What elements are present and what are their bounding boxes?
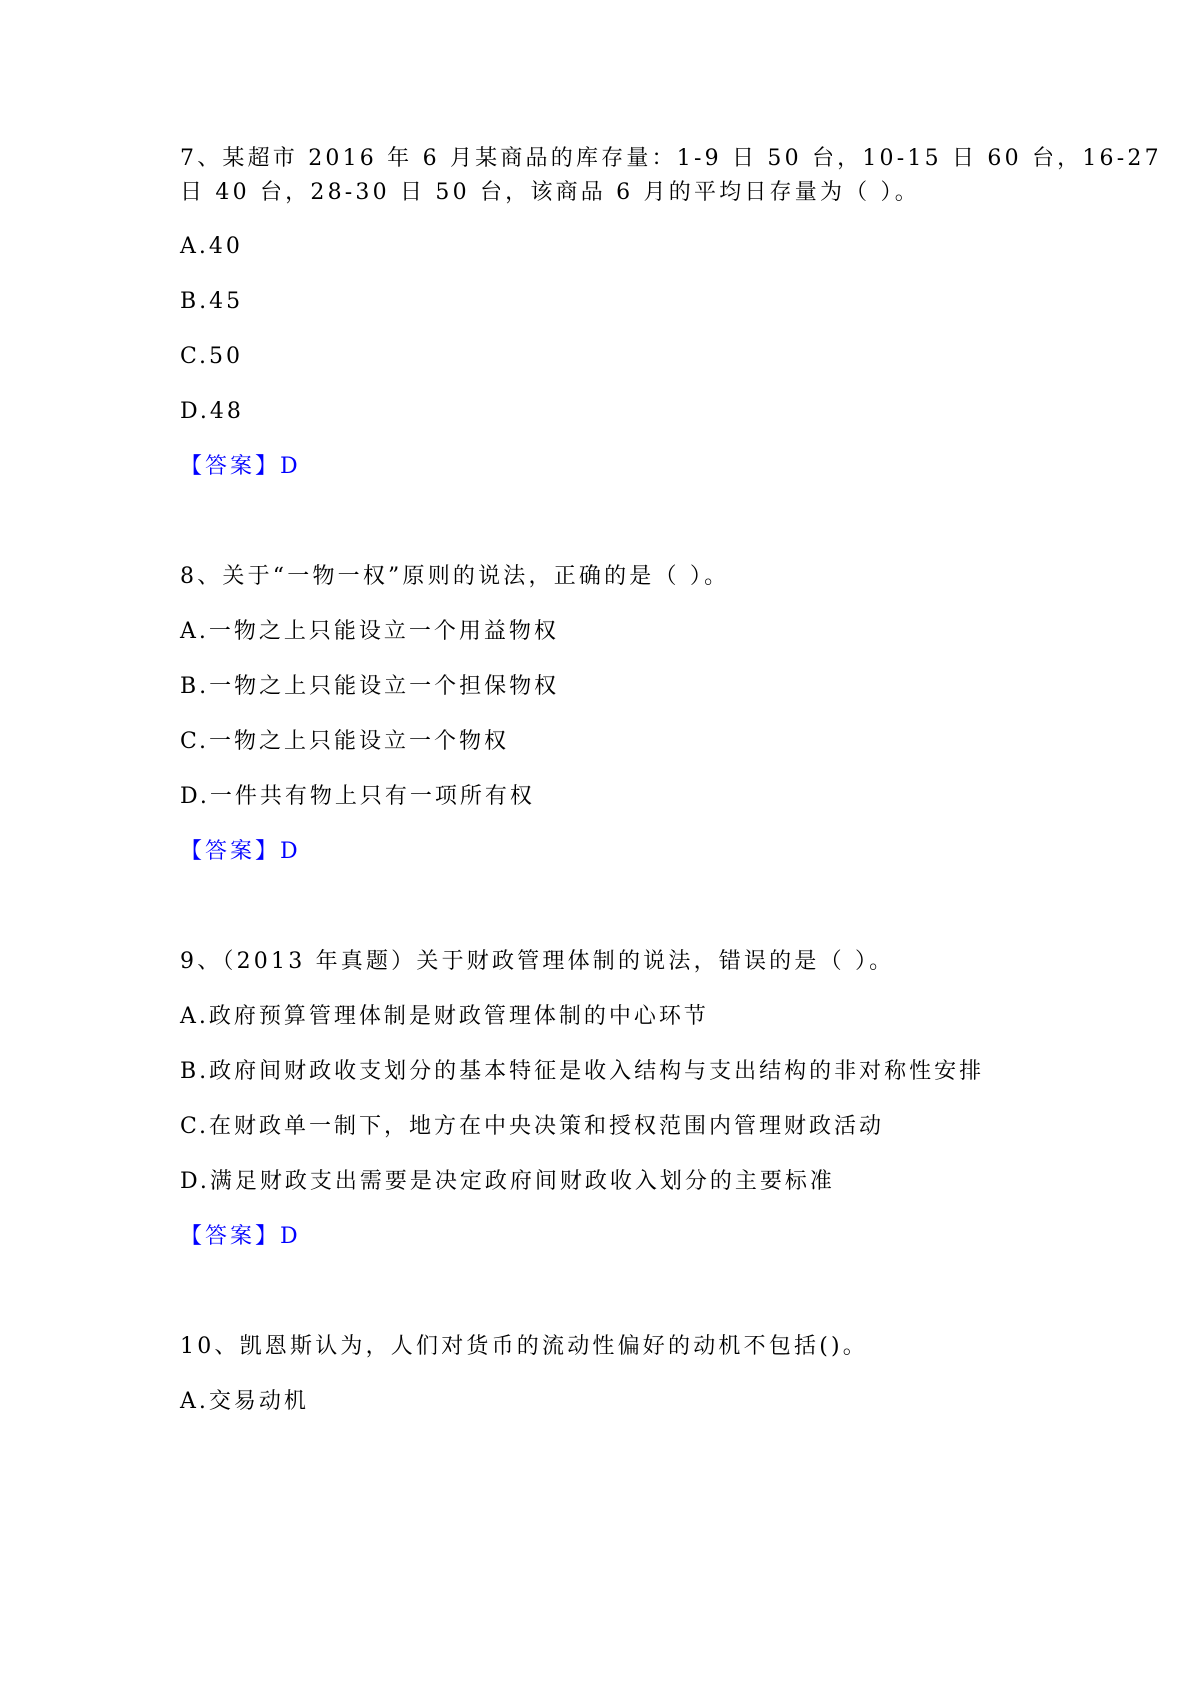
question-7-stem-line-2: 日 40 台，28-30 日 50 台，该商品 6 月的平均日存量为（ ）。 [180,180,920,205]
question-8-option-a: A.一物之上只能设立一个用益物权 [180,619,559,644]
question-7-option-b: B.45 [180,289,244,314]
question-7-stem-line-1: 7、某超市 2016 年 6 月某商品的库存量：1-9 日 50 台，10-15 日 60 台，16-27 [180,146,1162,171]
question-8-option-b: B.一物之上只能设立一个担保物权 [180,674,560,699]
question-7-option-d: D.48 [180,399,244,424]
question-8-stem: 8、关于“一物一权”原则的说法，正确的是（ ）。 [180,564,730,589]
question-7-answer: 【答案】D [180,454,301,479]
question-9-option-c: C.在财政单一制下，地方在中央决策和授权范围内管理财政活动 [180,1114,885,1139]
question-9-option-d: D.满足财政支出需要是决定政府间财政收入划分的主要标准 [180,1169,835,1194]
question-9-stem: 9、（2013 年真题）关于财政管理体制的说法，错误的是（ ）。 [180,949,895,974]
question-8-option-c: C.一物之上只能设立一个物权 [180,729,510,754]
question-8-answer: 【答案】D [180,839,301,864]
question-8-option-d: D.一件共有物上只有一项所有权 [180,784,535,809]
question-9-option-a: A.政府预算管理体制是财政管理体制的中心环节 [180,1004,709,1029]
question-10-option-a: A.交易动机 [180,1389,309,1414]
question-10-stem: 10、凯恩斯认为，人们对货币的流动性偏好的动机不包括()。 [180,1334,868,1359]
question-7-option-a: A.40 [180,234,243,259]
question-9-answer: 【答案】D [180,1224,301,1249]
question-7-option-c: C.50 [180,344,244,369]
question-9-option-b: B.政府间财政收支划分的基本特征是收入结构与支出结构的非对称性安排 [180,1059,985,1084]
